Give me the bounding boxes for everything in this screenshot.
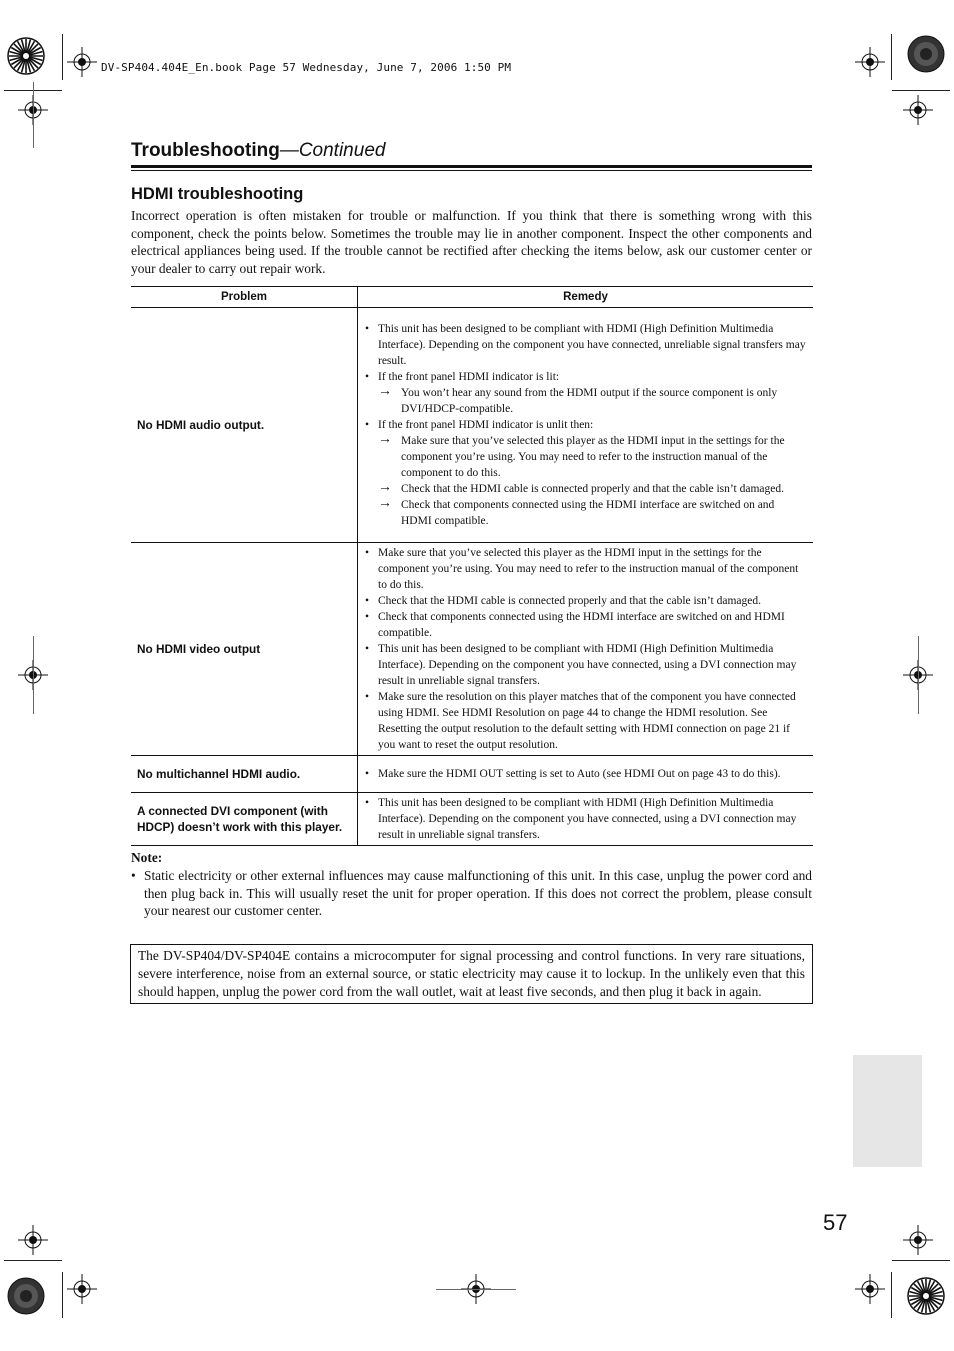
list-item: • Make sure the HDMI OUT setting is set to Auto (see HDMI Out on page 43 to do this). [364,766,807,782]
arrow-sub-item: → Check that components connected using the HDMI interface are switched on and HDMI compatible. [378,496,775,527]
list-item: • Check that components connected using the HDMI interface are switched on and HDMI compatible. [364,609,807,641]
table-row [131,543,813,756]
arrow-sub-item: → Check that the HDMI cable is connected properly and that the cable isn’t damaged. [378,480,784,495]
list-item: • Check that the HDMI cable is connected properly and that the cable isn’t damaged. [364,593,807,609]
note-text: Static electricity or other external influences may cause malfunctioning of this unit. In this case, unplug the power cord and then plug back in. This will usually reset the unit for proper operation. If this does not correct the problem, please consult your nearest our customer center. [144,868,812,919]
table-header-row [131,287,813,308]
arrow-right-icon: → [378,496,392,511]
arrow-right-icon: → [378,432,392,447]
registration-mark-icon [903,95,933,125]
color-bar-wheel-icon [906,1276,946,1316]
problem-cell: No HDMI video output [131,543,358,756]
page-number: 57 [823,1210,848,1235]
file-header: DV-SP404.404E_En.book Page 57 Wednesday, June 7, 2006 1:50 PM [101,61,512,74]
registration-mark-icon [18,1225,48,1255]
list-item: • This unit has been designed to be compliant with HDMI (High Definition Multimedia Interface). Depending on the component you have connected, using a DVI connection may result in unreliable signal transfers. [364,641,807,689]
registration-mark-icon [855,47,885,77]
remedy-list [364,321,807,529]
note-body [131,867,812,920]
section-title [131,140,385,162]
note-title: Note: [131,850,163,865]
list-item: • This unit has been designed to be compliant with HDMI (High Definition Multimedia Interface). Depending on the component you have connected, using a DVI connection may result in unreliable signal transfers. [364,795,807,843]
remedy-column-header: Remedy [358,287,814,308]
list-item: • This unit has been designed to be compliant with HDMI (High Definition Multimedia Interface). Depending on the component you have connected, unreliable signal transfers may result. [364,321,807,369]
troubleshooting-table [131,286,813,846]
section-title-text: Troubleshooting [131,140,280,161]
table-row [131,308,813,543]
arrow-right-icon: → [378,480,392,495]
registration-mark-icon [67,47,97,77]
list-item: • Make sure the resolution on this player matches that of the component you have connected using HDMI. See HDMI Resolution on page 44 to change the HDMI resolution. See Resetting the output resolution to the default setting with HDMI connection on page 21 if you want to reset the output resolution. [364,689,807,753]
hdmi-troubleshooting-heading: HDMI troubleshooting [131,185,304,203]
section-tab-marker [853,1055,922,1167]
registration-mark-icon [855,1274,885,1304]
table-row [131,756,813,793]
bullet-icon: • [131,868,136,883]
color-bar-wheel-icon [6,1276,46,1316]
remedy-cell [358,543,814,756]
title-rule [131,165,812,168]
problem-column-header: Problem [131,287,358,308]
title-rule-thin [131,170,812,171]
registration-mark-icon [67,1274,97,1304]
remedy-cell [358,756,814,793]
remedy-list [364,795,807,843]
registration-mark-icon [903,1225,933,1255]
arrow-sub-item: → You won’t hear any sound from the HDMI output if the source component is only DVI/HDCP-compatible. [378,384,778,415]
arrow-right-icon: → [378,384,392,399]
problem-cell: A connected DVI component (with HDCP) doesn’t work with this player. [131,793,358,846]
remedy-list [364,766,807,782]
list-item: • If the front panel HDMI indicator is unlit then: → Make sure that you’ve selected this player as the HDMI input in the settings for the component you’re using. You may need to refer to the instruction manual of the component to do this. → Check that the HDMI cable is connected properly and that the cable isn’t damaged. → Check that components connected using the HDMI interface are switched on and HDMI compatible. [364,417,807,529]
list-item: • If the front panel HDMI indicator is lit: → You won’t hear any sound from the HDMI output if the source component is only DVI/HDCP-compatible. [364,369,807,417]
microcomputer-notice-box: The DV-SP404/DV-SP404E contains a microcomputer for signal processing and control functions. In very rare situations, severe interference, noise from an external source, or static electricity may cause it to lockup. In the unlikely even that this should happen, unplug the power cord from the wall outlet, wait at least five seconds, and then plug it back in again. [130,944,813,1004]
section-continued: —Continued [279,140,386,161]
remedy-list [364,545,807,753]
remedy-cell [358,793,814,846]
intro-paragraph: Incorrect operation is often mistaken for trouble or malfunction. If you think that there is something wrong with this component, check the points below. Sometimes the trouble may lie in another component. Inspect the other components and electrical appliances being used. If the trouble cannot be rectified after checking the items below, ask our customer center or your dealer to carry out repair work. [131,208,812,276]
problem-cell: No multichannel HDMI audio. [131,756,358,793]
remedy-cell [358,308,814,543]
color-bar-wheel-icon [906,34,946,74]
list-item: • Make sure that you’ve selected this player as the HDMI input in the settings for the component you’re using. You may need to refer to the instruction manual of the component to do this. [364,545,807,593]
table-row [131,793,813,846]
arrow-sub-item: → Make sure that you’ve selected this player as the HDMI input in the settings for the component you’re using. You may need to refer to the instruction manual of the component to do this. [378,432,785,479]
problem-cell: No HDMI audio output. [131,308,358,543]
color-bar-wheel-icon [6,36,46,76]
